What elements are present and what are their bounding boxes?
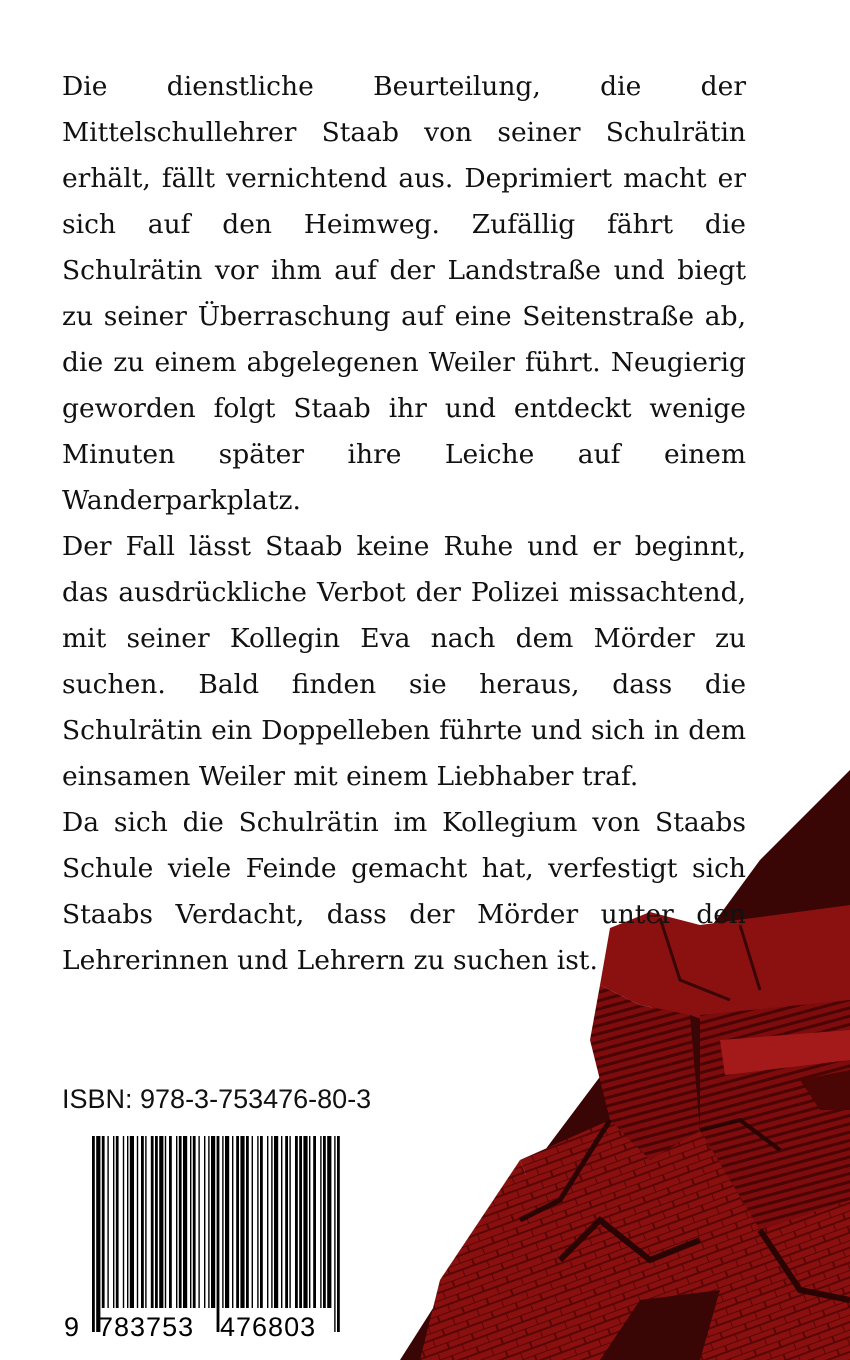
barcode-bar: [309, 1136, 310, 1308]
barcode-left-digits: 783753: [98, 1312, 195, 1342]
barcode-bar: [295, 1136, 298, 1308]
barcode-bar: [169, 1136, 172, 1308]
barcode-bar: [327, 1136, 331, 1308]
barcode-bar: [337, 1136, 340, 1332]
barcode-bars: [90, 1136, 342, 1336]
barcode-bar: [183, 1136, 187, 1308]
barcode-bar: [313, 1136, 316, 1308]
barcode-bar: [236, 1136, 239, 1308]
barcode-bar: [127, 1136, 128, 1308]
barcode-bar: [320, 1136, 321, 1308]
barcode-bar: [92, 1136, 95, 1332]
barcode-bar: [96, 1136, 100, 1332]
barcode-bar: [246, 1136, 249, 1308]
barcode-bar: [208, 1136, 209, 1308]
barcode-right-digits: 476803: [220, 1312, 317, 1342]
barcode-first-digit: 9: [64, 1312, 80, 1342]
barcode-bar: [232, 1136, 233, 1308]
barcode-bar: [159, 1136, 163, 1308]
barcode-bar: [145, 1136, 146, 1308]
barcode-bar: [116, 1136, 119, 1308]
isbn-label: ISBN: 978-3-753476-80-3: [62, 1084, 372, 1114]
barcode-bar: [222, 1136, 223, 1308]
barcode-bar: [225, 1136, 229, 1308]
barcode-bar: [257, 1136, 258, 1308]
barcode-bar: [193, 1136, 196, 1308]
barcode-bar: [252, 1136, 253, 1308]
barcode-bar: [155, 1136, 158, 1308]
barcode-bar: [274, 1136, 278, 1308]
barcode-bar: [303, 1136, 307, 1308]
barcode-bar: [267, 1136, 268, 1308]
barcode-bar: [151, 1136, 154, 1308]
barcode-bar: [323, 1136, 326, 1308]
barcode-bar: [123, 1136, 124, 1308]
barcode-bar: [179, 1136, 182, 1308]
blurb-paragraph-3: Da sich die Schulrätin im Kollegium von Staabs Schule viele Feinde gemacht hat, verfestigt sich Staabs Verdacht, dass der Mörder unter den Lehrerinnen und Lehrern zu suchen ist.: [62, 807, 746, 976]
isbn-barcode: [64, 1136, 342, 1346]
barcode-bar: [281, 1136, 282, 1308]
barcode-bar: [211, 1136, 215, 1308]
barcode-bar: [271, 1136, 272, 1308]
barcode-bar: [334, 1136, 335, 1332]
barcode-bar: [190, 1136, 191, 1308]
barcode-bar: [113, 1136, 114, 1308]
barcode-bar: [204, 1136, 205, 1308]
blurb-paragraph-2: Der Fall lässt Staab keine Ruhe und er beginnt, das ausdrückliche Verbot der Polizei missachtend, mit seiner Kollegin Eva nach dem Mörder zu suchen. Bald finden sie heraus, dass die Schulrätin ein Doppelleben führte und sich in dem einsamen Weiler mit einem Liebhaber traf.: [62, 531, 746, 792]
barcode-bar: [285, 1136, 288, 1308]
barcode-bar: [217, 1136, 220, 1332]
barcode-bar: [198, 1136, 199, 1308]
barcode-bar: [260, 1136, 263, 1308]
barcode-bar: [141, 1136, 144, 1308]
barcode-bar: [165, 1136, 166, 1308]
barcode-bar: [137, 1136, 138, 1308]
barcode-bar: [130, 1136, 134, 1308]
barcode-bar: [299, 1136, 302, 1308]
blurb-text: [62, 64, 746, 984]
barcode-bar: [102, 1136, 105, 1308]
barcode-bar: [289, 1136, 290, 1308]
barcode-bar: [176, 1136, 177, 1308]
blurb-paragraph-1: Die dienstliche Beurteilung, die der Mittelschullehrer Staab von seiner Schulrätin erhält, fällt vernichtend aus. Deprimiert macht er sich auf den Heimweg. Zufällig fährt die Schulrätin vor ihm auf der Landstraße und biegt zu seiner Überraschung auf eine Seitenstraße ab, die zu einem abgelegenen Weiler führt. Neugierig geworden folgt Staab ihr und entdeckt wenige Minuten später ihre Leiche auf einem Wanderparkplatz.: [62, 71, 746, 516]
barcode-bar: [107, 1136, 108, 1308]
barcode-bar: [240, 1136, 244, 1308]
